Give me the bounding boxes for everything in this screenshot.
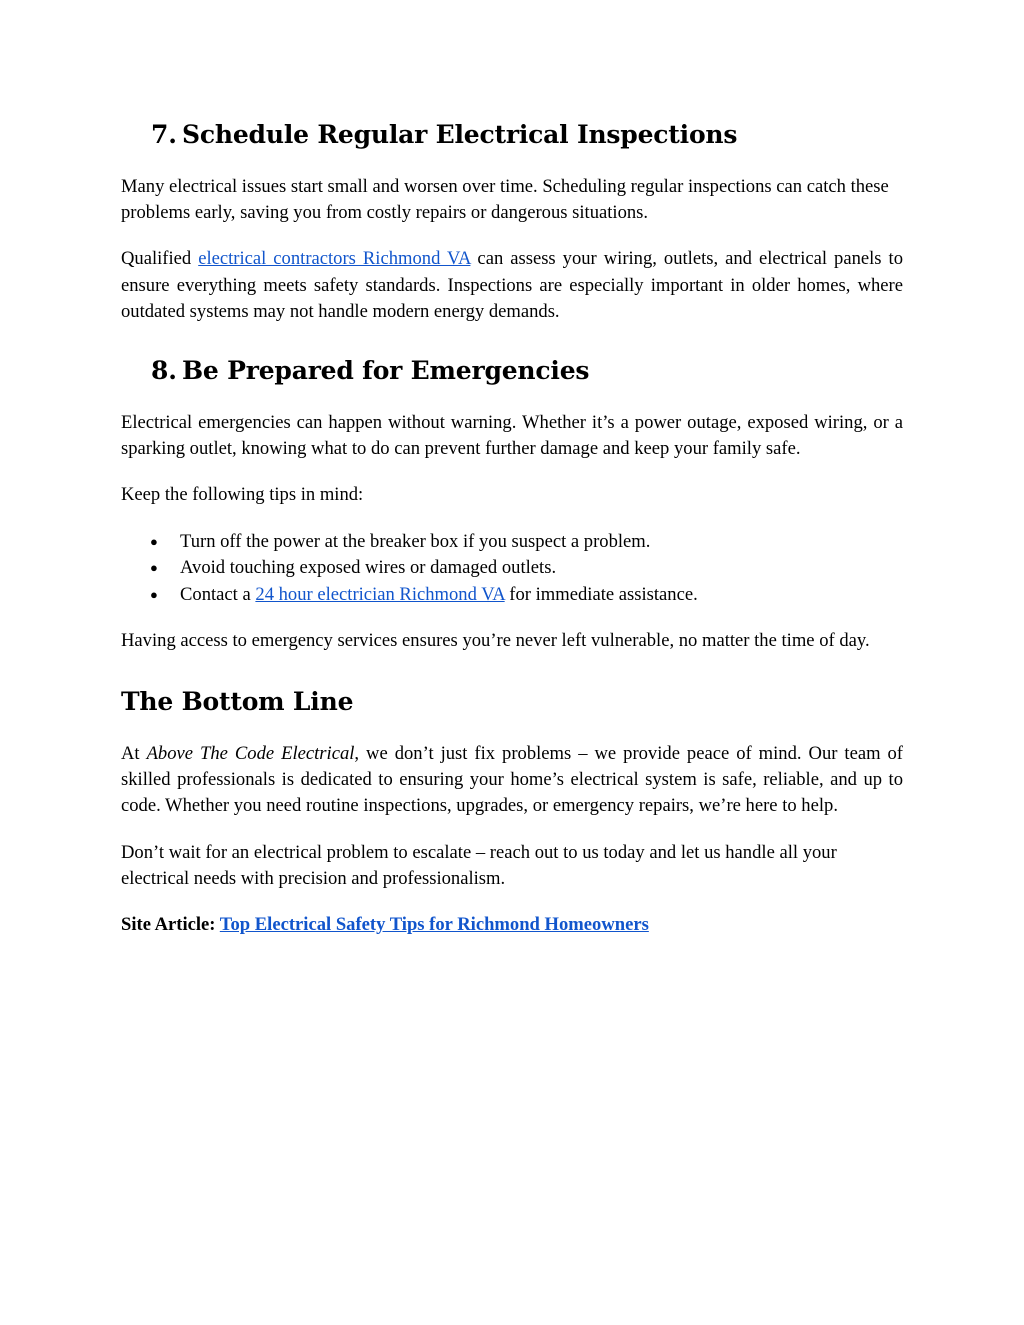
list-item <box>150 529 903 556</box>
section-7-p2-after: can assess your wiring, outlets, and electrical panels to ensure everything meets safety standards. Inspections are especially important in older homes, where outdated systems may not handle modern energy demands. <box>121 248 903 322</box>
site-article-label: Site Article: <box>121 913 216 935</box>
section-7-p2-before: Qualified <box>121 248 199 270</box>
emergency-tips-list <box>121 529 903 609</box>
electrical-contractors-link[interactable]: electrical contractors Richmond VA <box>198 248 471 270</box>
tip-3-after: for immediate assistance. <box>504 584 698 606</box>
site-article-link[interactable]: Top Electrical Safety Tips for Richmond Homeowners <box>219 913 649 935</box>
tip-3-before: Contact a <box>180 584 256 606</box>
section-7-number: 7. <box>151 120 177 149</box>
bullet-icon: ● <box>150 560 158 576</box>
24-hour-electrician-link[interactable]: 24 hour electrician Richmond VA <box>255 584 505 606</box>
section-8-paragraph-3: Having access to emergency services ensures you’re never left vulnerable, no matter the time of day. <box>121 629 870 651</box>
bottom-p1-after: , we don’t just fix problems – we provide peace of mind. Our team of skilled professionals is dedicated to ensuring your home’s electrical system is safe, reliable, and up to code. Whether you need routine inspections, upgrades, or emergency repairs, we’re here to help. <box>121 742 904 817</box>
company-name: Above The Code Electrical <box>146 742 355 764</box>
list-item <box>150 582 903 609</box>
tip-text-1: Turn off the power at the breaker box if you suspect a problem. <box>180 530 651 552</box>
section-8-paragraph-1: Electrical emergencies can happen without warning. Whether it’s a power outage, exposed wiring, or a sparking outlet, knowing what to do can prevent further damage and keep your family safe. <box>121 412 903 460</box>
tip-text-3 <box>180 582 698 609</box>
section-8-number: 8. <box>151 356 177 386</box>
bottom-p1-before: At <box>121 742 147 764</box>
section-7-title: Schedule Regular Electrical Inspections <box>182 120 738 149</box>
bottom-line-paragraph-1 <box>121 741 903 820</box>
list-item <box>150 555 903 582</box>
bullet-icon: ● <box>150 587 158 603</box>
section-8-title: Be Prepared for Emergencies <box>182 356 590 386</box>
bottom-line-heading: The Bottom Line <box>121 686 354 716</box>
bullet-icon: ● <box>150 533 158 549</box>
document-page <box>121 118 903 938</box>
tip-text-2: Avoid touching exposed wires or damaged outlets. <box>180 557 557 579</box>
section-8-paragraph-2: Keep the following tips in mind: <box>121 484 364 506</box>
section-8-heading <box>121 354 903 388</box>
bottom-line-paragraph-2: Don’t wait for an electrical problem to escalate – reach out to us today and let us handle all your electrical needs with precision and professionalism. <box>121 841 837 889</box>
section-7-paragraph-1: Many electrical issues start small and worsen over time. Scheduling regular inspections can catch these problems early, saving you from costly repairs or dangerous situations. <box>121 176 889 224</box>
section-7-paragraph-2 <box>121 246 903 325</box>
site-article-line <box>121 912 903 938</box>
section-7-heading <box>121 118 903 152</box>
